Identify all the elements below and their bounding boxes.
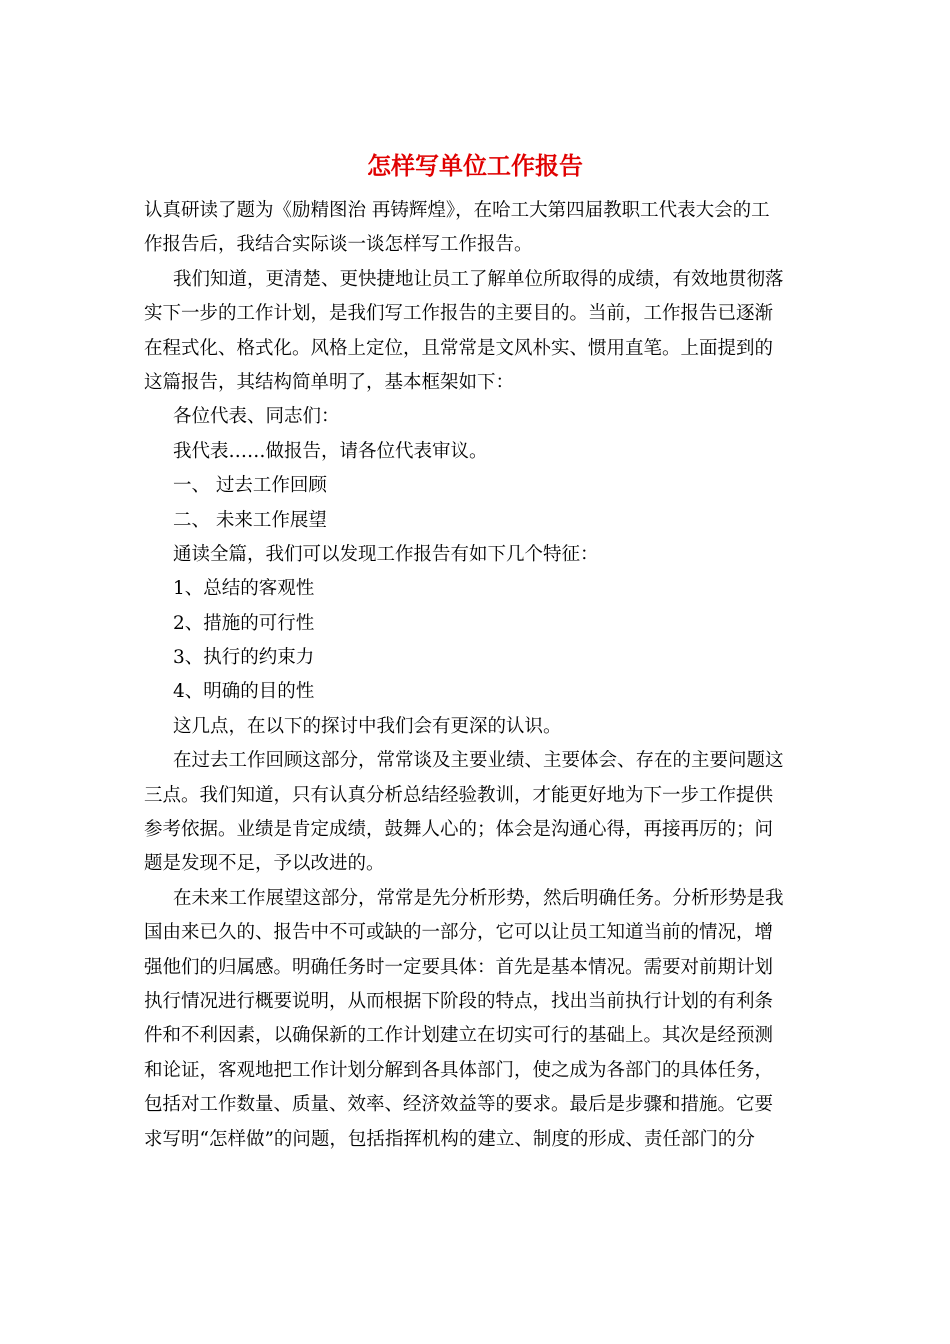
text-line: 这几点，在以下的探讨中我们会有更深的认识。 <box>173 715 562 737</box>
text-line: 求写明“怎样做”的问题，包括指挥机构的建立、制度的形成、责任部门的分 <box>144 1128 755 1150</box>
text-line: 题是发现不足，予以改进的。 <box>144 853 385 875</box>
text-line: 各位代表、同志们： <box>173 406 340 428</box>
text-line: 我代表……做报告，请各位代表审议。 <box>173 440 488 462</box>
text-line: 通读全篇，我们可以发现工作报告有如下几个特征： <box>173 543 599 565</box>
text-line: 二、 未来工作展望 <box>173 509 327 531</box>
text-line: 在程式化、格式化。风格上定位，且常常是文风朴实、惯用直笔。上面提到的 <box>144 337 774 359</box>
text-line: 这篇报告，其结构简单明了，基本框架如下： <box>144 371 515 393</box>
text-line: 和论证，客观地把工作计划分解到各具体部门，使之成为各部门的具体任务， <box>144 1059 774 1081</box>
document-title: 怎样写单位工作报告 <box>367 151 583 180</box>
text-line: 在过去工作回顾这部分，常常谈及主要业绩、主要体会、存在的主要问题这 <box>173 750 784 772</box>
text-line: 执行情况进行概要说明，从而根据下阶段的特点，找出当前执行计划的有利条 <box>144 990 774 1012</box>
text-line: 包括对工作数量、质量、效率、经济效益等的要求。最后是步骤和措施。它要 <box>144 1094 774 1116</box>
text-line: 2、措施的可行性 <box>173 612 315 634</box>
text-line: 我们知道，更清楚、更快捷地让员工了解单位所取得的成绩，有效地贯彻落 <box>173 268 784 290</box>
document-body <box>144 194 808 1157</box>
text-line: 1、总结的客观性 <box>173 578 315 600</box>
text-line: 3、执行的约束力 <box>173 647 315 669</box>
text-line: 国由来已久的、报告中不可或缺的一部分，它可以让员工知道当前的情况，增 <box>144 922 774 944</box>
text-line: 认真研读了题为《励精图治 再铸辉煌》，在哈工大第四届教职工代表大会的工 <box>144 200 770 221</box>
text-line: 4、明确的目的性 <box>173 681 315 703</box>
text-line: 作报告后，我结合实际谈一谈怎样写工作报告。 <box>144 234 533 256</box>
text-line: 一、 过去工作回顾 <box>173 475 327 497</box>
text-line: 件和不利因素，以确保新的工作计划建立在切实可行的基础上。其次是经预测 <box>144 1025 774 1047</box>
text-line: 参考依据。业绩是肯定成绩，鼓舞人心的；体会是沟通心得，再接再厉的；问 <box>144 819 774 841</box>
text-line: 强他们的归属感。明确任务时一定要具体：首先是基本情况。需要对前期计划 <box>144 956 774 978</box>
text-line: 在未来工作展望这部分，常常是先分析形势，然后明确任务。分析形势是我 <box>173 887 784 909</box>
text-line: 实下一步的工作计划，是我们写工作报告的主要目的。当前，工作报告已逐渐 <box>144 303 774 325</box>
text-line: 三点。我们知道，只有认真分析总结经验教训，才能更好地为下一步工作提供 <box>144 784 774 806</box>
